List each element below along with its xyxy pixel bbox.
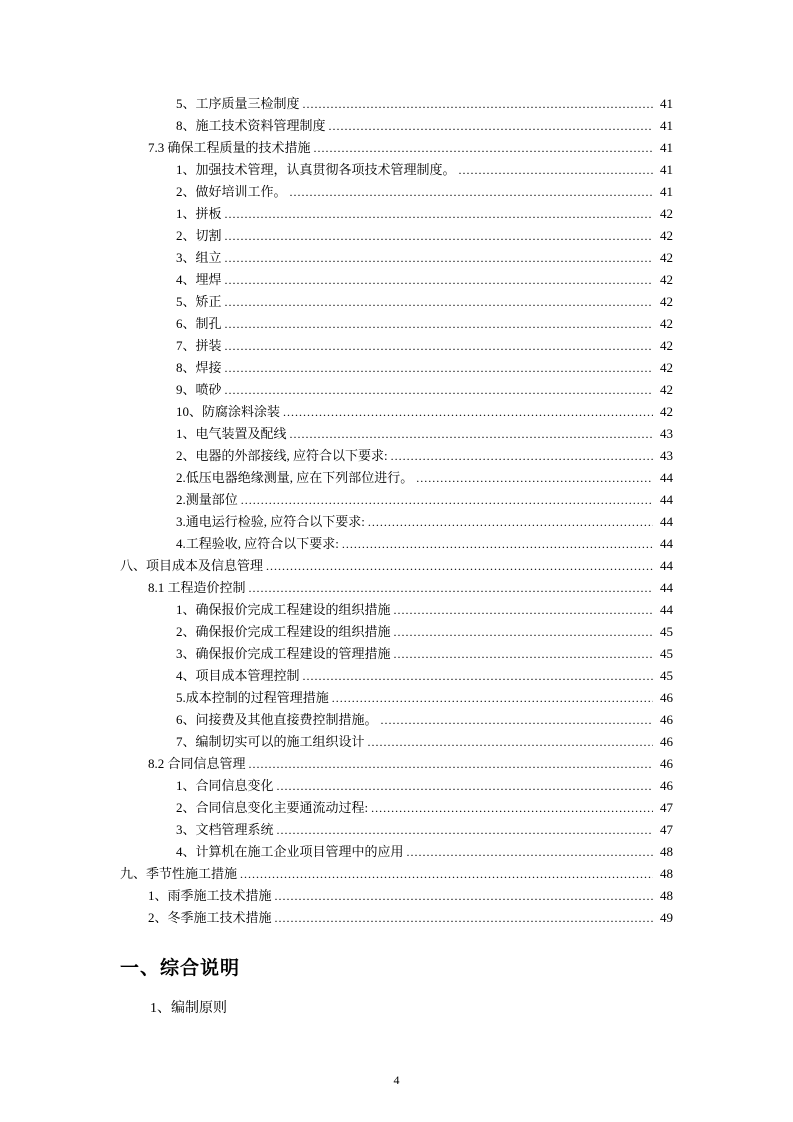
toc-entry[interactable] xyxy=(120,841,673,863)
toc-entry-label: 5、矫正 xyxy=(176,294,222,309)
toc-entry-page: 46 xyxy=(660,756,673,771)
toc-entry[interactable] xyxy=(120,269,673,291)
toc-entry-page: 44 xyxy=(660,492,673,507)
toc-entry-label: 1、拼板 xyxy=(176,206,222,221)
toc-entry-page: 45 xyxy=(660,646,673,661)
toc-dot-leader xyxy=(394,599,653,621)
toc-entry-label: 5、工序质量三检制度 xyxy=(176,96,300,111)
toc-dot-leader xyxy=(371,797,653,819)
toc-dot-leader xyxy=(332,687,653,709)
toc-entry[interactable] xyxy=(120,203,673,225)
toc-dot-leader xyxy=(225,203,653,225)
toc-entry[interactable] xyxy=(120,687,673,709)
toc-entry[interactable] xyxy=(120,247,673,269)
toc-entry-label: 2、合同信息变化主要通流动过程: xyxy=(176,800,369,815)
toc-entry[interactable] xyxy=(120,907,673,929)
toc-entry[interactable] xyxy=(120,709,673,731)
toc-entry[interactable] xyxy=(120,643,673,665)
toc-entry-label: 1、雨季施工技术措施 xyxy=(148,888,272,903)
toc-entry[interactable] xyxy=(120,511,673,533)
toc-dot-leader xyxy=(303,93,653,115)
toc-entry-label: 1、加强技术管理，认真贯彻各项技术管理制度。 xyxy=(176,162,456,177)
toc-entry-label: 2.测量部位 xyxy=(176,492,238,507)
toc-entry-page: 44 xyxy=(660,602,673,617)
section-heading: 一、综合说明 xyxy=(120,958,241,979)
toc-entry-label: 4、项目成本管理控制 xyxy=(176,668,300,683)
toc-entry-page: 48 xyxy=(660,888,673,903)
toc-dot-leader xyxy=(277,775,653,797)
toc-entry[interactable] xyxy=(120,291,673,313)
toc-entry-label: 2、切割 xyxy=(176,228,222,243)
toc-entry-page: 41 xyxy=(660,96,673,111)
toc-entry-label: 8.2 合同信息管理 xyxy=(148,756,246,771)
toc-entry[interactable] xyxy=(120,489,673,511)
toc-entry-page: 44 xyxy=(660,470,673,485)
toc-entry-page: 47 xyxy=(660,800,673,815)
toc-entry-page: 41 xyxy=(660,118,673,133)
toc-entry-page: 43 xyxy=(660,448,673,463)
toc-dot-leader xyxy=(283,401,653,423)
toc-entry[interactable] xyxy=(120,137,673,159)
toc-entry[interactable] xyxy=(120,665,673,687)
toc-entry-label: 3.通电运行检验, 应符合以下要求: xyxy=(176,514,365,529)
toc-entry-page: 44 xyxy=(660,514,673,529)
toc-entry-label: 4、埋焊 xyxy=(176,272,222,287)
toc-dot-leader xyxy=(277,819,653,841)
toc-entry-label: 4、计算机在施工企业项目管理中的应用 xyxy=(176,844,404,859)
toc-entry[interactable] xyxy=(120,577,673,599)
toc-entry-page: 48 xyxy=(660,866,673,881)
toc-entry[interactable] xyxy=(120,885,673,907)
toc-entry-label: 7、编制切实可以的施工组织设计 xyxy=(176,734,365,749)
toc-entry-label: 8、施工技术资料管理制度 xyxy=(176,118,326,133)
toc-dot-leader xyxy=(225,313,653,335)
toc-dot-leader xyxy=(459,159,653,181)
toc-entry[interactable] xyxy=(120,423,673,445)
toc-entry-label: 2、电器的外部接线, 应符合以下要求: xyxy=(176,448,388,463)
toc-dot-leader xyxy=(266,555,653,577)
toc-entry-label: 4.工程验收, 应符合以下要求: xyxy=(176,536,339,551)
toc-entry[interactable] xyxy=(120,731,673,753)
toc-dot-leader xyxy=(225,269,653,291)
toc-entry-page: 42 xyxy=(660,382,673,397)
toc-dot-leader xyxy=(407,841,653,863)
toc-entry-page: 48 xyxy=(660,844,673,859)
toc-entry[interactable] xyxy=(120,621,673,643)
toc-entry-label: 6、制孔 xyxy=(176,316,222,331)
body-sub-item: 1、编制原则 xyxy=(150,1001,227,1016)
toc-dot-leader xyxy=(368,511,653,533)
toc-entry-label: 2、确保报价完成工程建设的组织措施 xyxy=(176,624,391,639)
toc-dot-leader xyxy=(225,357,653,379)
toc-entry-label: 7.3 确保工程质量的技术措施 xyxy=(148,140,311,155)
toc-entry-page: 42 xyxy=(660,250,673,265)
toc-entry-page: 46 xyxy=(660,690,673,705)
toc-entry-label: 7、拼装 xyxy=(176,338,222,353)
toc-dot-leader xyxy=(225,335,653,357)
toc-entry[interactable] xyxy=(120,379,673,401)
toc-entry-label: 9、喷砂 xyxy=(176,382,222,397)
toc-entry-label: 2、冬季施工技术措施 xyxy=(148,910,272,925)
toc-entry-page: 42 xyxy=(660,228,673,243)
toc-dot-leader xyxy=(240,863,653,885)
toc-entry-label: 2.低压电器绝缘测量, 应在下列部位进行。 xyxy=(176,470,414,485)
toc-entry-label: 1、电气装置及配线 xyxy=(176,426,287,441)
toc-entry-label: 6、问接费及其他直接费控制措施。 xyxy=(176,712,378,727)
toc-dot-leader xyxy=(225,291,653,313)
toc-entry-page: 42 xyxy=(660,294,673,309)
toc-dot-leader xyxy=(394,621,653,643)
toc-dot-leader xyxy=(241,489,653,511)
toc-entry-page: 42 xyxy=(660,338,673,353)
toc-entry-page: 42 xyxy=(660,206,673,221)
table-of-contents xyxy=(120,93,673,929)
toc-entry[interactable] xyxy=(120,775,673,797)
toc-dot-leader xyxy=(225,225,653,247)
toc-entry-page: 46 xyxy=(660,778,673,793)
toc-entry-page: 44 xyxy=(660,580,673,595)
toc-entry-label: 1、合同信息变化 xyxy=(176,778,274,793)
toc-dot-leader xyxy=(381,709,653,731)
toc-entry-label: 3、组立 xyxy=(176,250,222,265)
toc-dot-leader xyxy=(368,731,653,753)
toc-entry-label: 3、文档管理系统 xyxy=(176,822,274,837)
toc-entry[interactable] xyxy=(120,115,673,137)
toc-entry-page: 46 xyxy=(660,712,673,727)
toc-entry-page: 42 xyxy=(660,360,673,375)
toc-dot-leader xyxy=(391,445,653,467)
toc-entry[interactable] xyxy=(120,159,673,181)
toc-dot-leader xyxy=(275,907,653,929)
toc-entry-page: 42 xyxy=(660,316,673,331)
toc-entry[interactable] xyxy=(120,797,673,819)
toc-dot-leader xyxy=(275,885,653,907)
toc-entry-label: 8.1 工程造价控制 xyxy=(148,580,246,595)
page-number: 4 xyxy=(393,1073,400,1087)
page-footer xyxy=(0,1073,793,1088)
toc-dot-leader xyxy=(290,181,653,203)
toc-entry-label: 8、焊接 xyxy=(176,360,222,375)
toc-entry-page: 42 xyxy=(660,272,673,287)
toc-entry[interactable] xyxy=(120,225,673,247)
toc-entry-page: 42 xyxy=(660,404,673,419)
toc-entry[interactable] xyxy=(120,181,673,203)
toc-entry-label: 10、防腐涂料涂装 xyxy=(176,404,281,419)
toc-entry-page: 44 xyxy=(660,558,673,573)
toc-entry[interactable] xyxy=(120,819,673,841)
toc-entry-page: 43 xyxy=(660,426,673,441)
toc-dot-leader xyxy=(303,665,653,687)
toc-entry[interactable] xyxy=(120,467,673,489)
toc-entry[interactable] xyxy=(120,555,673,577)
toc-entry[interactable] xyxy=(120,863,673,885)
toc-dot-leader xyxy=(329,115,653,137)
toc-entry[interactable] xyxy=(120,401,673,423)
toc-entry-label: 3、确保报价完成工程建设的管理措施 xyxy=(176,646,391,661)
toc-entry[interactable] xyxy=(120,753,673,775)
toc-entry-label: 九、季节性施工措施 xyxy=(120,866,238,881)
toc-entry-page: 45 xyxy=(660,668,673,683)
toc-entry-label: 2、做好培训工作。 xyxy=(176,184,287,199)
toc-dot-leader xyxy=(314,137,653,159)
toc-entry-page: 45 xyxy=(660,624,673,639)
toc-dot-leader xyxy=(394,643,653,665)
toc-entry-page: 41 xyxy=(660,184,673,199)
toc-entry-label: 5.成本控制的过程管理措施 xyxy=(176,690,329,705)
toc-entry-page: 41 xyxy=(660,140,673,155)
toc-entry[interactable] xyxy=(120,93,673,115)
toc-entry[interactable] xyxy=(120,533,673,555)
toc-dot-leader xyxy=(416,467,653,489)
toc-entry-page: 49 xyxy=(660,910,673,925)
toc-entry[interactable] xyxy=(120,599,673,621)
toc-entry-label: 八、项目成本及信息管理 xyxy=(120,558,264,573)
toc-entry[interactable] xyxy=(120,313,673,335)
toc-dot-leader xyxy=(342,533,653,555)
toc-dot-leader xyxy=(249,753,653,775)
toc-dot-leader xyxy=(249,577,653,599)
toc-entry-page: 46 xyxy=(660,734,673,749)
toc-entry-page: 41 xyxy=(660,162,673,177)
toc-entry-page: 44 xyxy=(660,536,673,551)
toc-dot-leader xyxy=(290,423,653,445)
toc-dot-leader xyxy=(225,247,653,269)
toc-entry-page: 47 xyxy=(660,822,673,837)
toc-entry[interactable] xyxy=(120,335,673,357)
toc-dot-leader xyxy=(225,379,653,401)
toc-entry[interactable] xyxy=(120,357,673,379)
toc-entry[interactable] xyxy=(120,445,673,467)
toc-entry-label: 1、确保报价完成工程建设的组织措施 xyxy=(176,602,391,617)
